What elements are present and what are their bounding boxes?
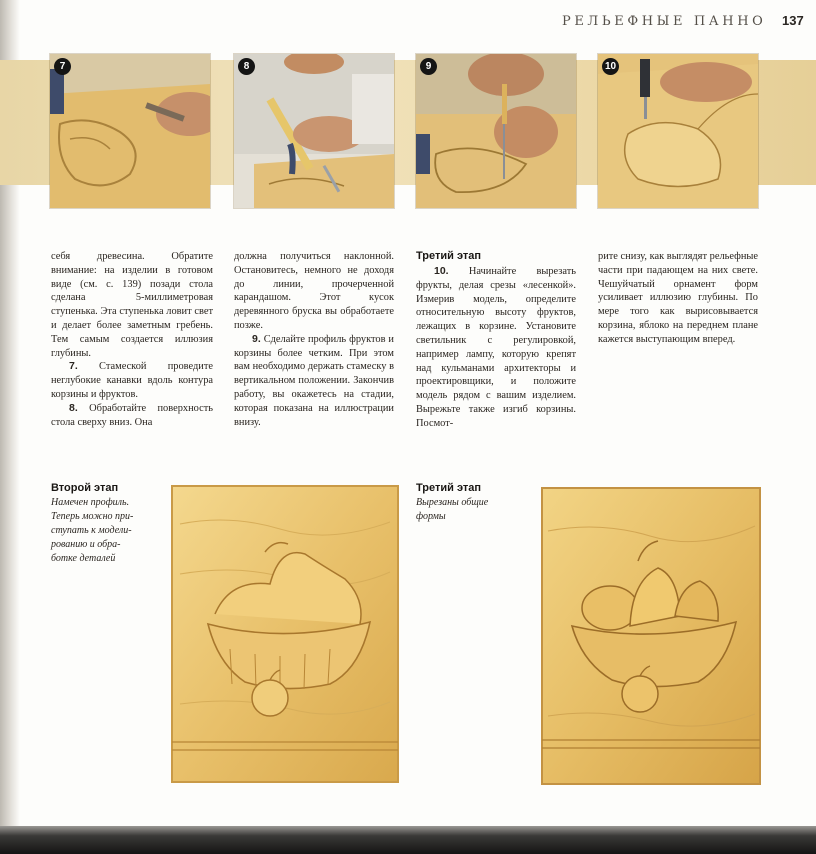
caption-line: формы — [416, 511, 446, 522]
caption-line: ботке деталей — [51, 553, 116, 564]
page-number: 137 — [782, 13, 804, 28]
step-badge: 8 — [238, 58, 255, 75]
step-number: 7. — [69, 360, 78, 373]
caption-text-stage-2 — [51, 496, 161, 566]
caption-text-stage-3 — [416, 496, 526, 524]
paragraph — [598, 250, 758, 347]
section-heading: Третий этап — [416, 250, 482, 262]
step-badge: 9 — [420, 58, 437, 75]
caption-title-stage-3: Третий этап — [416, 482, 482, 494]
paragraph — [234, 250, 394, 333]
caption-title-stage-2: Второй этап — [51, 482, 119, 494]
chisel-profile-photo — [416, 54, 576, 208]
step-photo-9 — [416, 54, 576, 208]
paragraph-text: себя древесина. Обратите внимание: на изделии в готовом виде (см. с. 139) позади стола сделана 5-миллиметровая ступенька. Эта ступенька ловит свет и делает более заметным гребень. Тем самым создается иллюзия глубины. — [51, 251, 213, 359]
step-paragraph — [416, 265, 576, 431]
gouge-cutting-photo — [598, 54, 758, 208]
paragraph-text: Начинайте вырезать фрукты, делая срезы «лесенкой». Измерив модель, определите относительную высоту фруктов, лежащих в корзине. Установите светильник с регулировкой, например лампу, которую крепят над кульманами архитекторы и проектировщики, и положите модель рядом с вашим изделием. Вырежьте также изгиб корзины. Посмот- — [416, 266, 576, 429]
paragraph-text: Сделайте профиль фруктов и корзины более четким. При этом вам необходимо держать стамеску в вертикальном положении. Закончив работу, вы окажетесь на стадии, которая показана на иллюстрации внизу. — [234, 333, 394, 428]
step-paragraph — [51, 402, 213, 430]
scan-bottom-edge — [0, 826, 816, 854]
carved-panel-stage-3 — [540, 486, 762, 786]
step-badge: 10 — [602, 58, 619, 75]
relief-fruit-basket-image — [540, 486, 762, 786]
step-paragraph — [234, 333, 394, 430]
caption-line: Намечен профиль. — [51, 497, 130, 508]
step-photo-7 — [50, 54, 210, 208]
carved-panel-stage-2 — [170, 484, 400, 784]
caption-line: Теперь можно при- — [51, 511, 134, 522]
text-column-1 — [51, 250, 213, 429]
relief-fruit-basket-image — [170, 484, 400, 784]
paragraph-text: рите снизу, как выглядят рельефные части при падающем на них свете. Чешуйчатый орнамент форм усиливает иллюзию глубины. По мере того как вырисовывается корзина, яблоко на переднем плане кажется выступающим вперед. — [598, 251, 758, 345]
step-photo-10 — [598, 54, 758, 208]
paragraph-text: Стамеской проведите неглубокие канавки вдоль контура корзины и фруктов. — [51, 361, 213, 400]
step-badge: 7 — [54, 58, 71, 75]
step-photo-8 — [234, 54, 394, 208]
paragraph — [51, 250, 213, 360]
chisel-grooves-photo — [50, 54, 210, 208]
text-column-2 — [234, 250, 394, 429]
paragraph-text: должна получиться наклонной. Остановитесь, немного не доходя до линии, прочерченной карандашом. Этот кусок деревянного бруска вы обработаете позже. — [234, 251, 394, 331]
caption-line: рованию и обра- — [51, 539, 121, 550]
step-number: 10. — [434, 265, 449, 277]
step-number: 8. — [69, 401, 78, 414]
step-paragraph — [51, 360, 213, 401]
step-number: 9. — [252, 332, 261, 345]
running-title: РЕЛЬЕФНЫЕ ПАННО — [562, 14, 767, 29]
paragraph-text: Обработайте поверхность стола сверху вниз. Она — [51, 402, 213, 428]
chisel-surface-photo — [234, 54, 394, 208]
caption-line: ступать к модели- — [51, 525, 132, 536]
caption-line: Вырезаны общие — [416, 497, 489, 508]
text-column-4 — [598, 250, 758, 347]
text-column-3 — [416, 250, 576, 431]
